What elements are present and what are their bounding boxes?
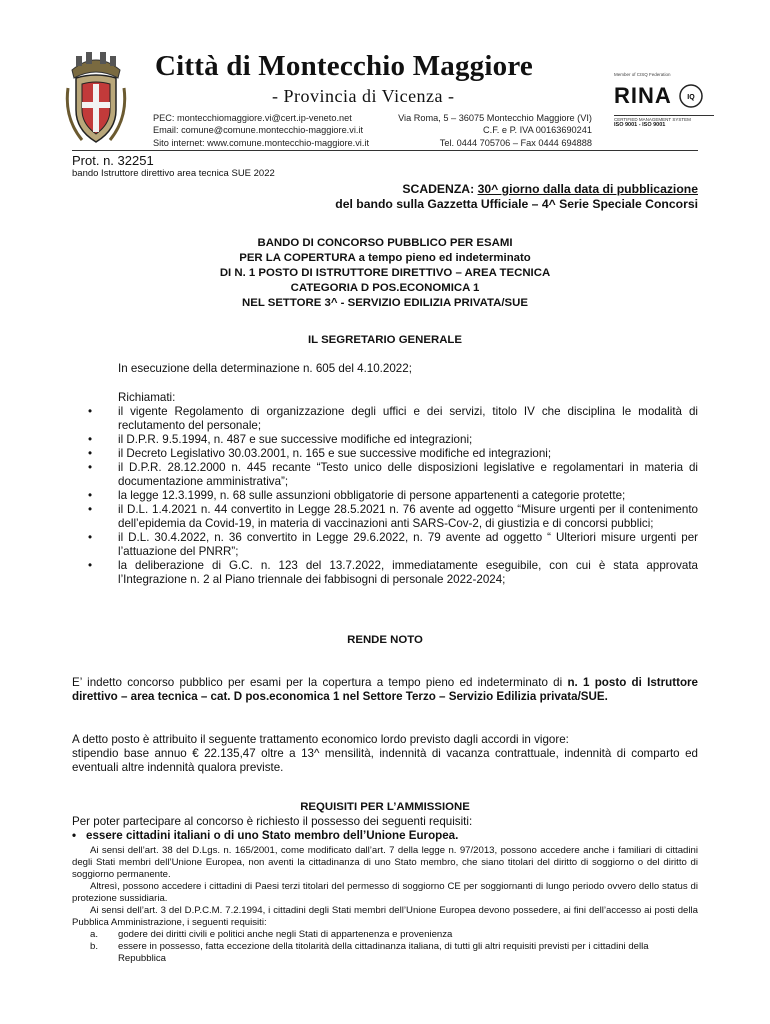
indetto-paragraph (72, 676, 698, 704)
esecuzione-text: In esecuzione della determinazione n. 605 del 4.10.2022; (118, 362, 412, 375)
list-item: • il vigente Regolamento di organizzazione degli uffici e dei servizi, titolo IV che disciplina le modalità di reclutamento del personale; (88, 405, 698, 432)
deadline-line-2: del bando sulla Gazzetta Ufficiale – 4^ Serie Speciale Concorsi (335, 197, 698, 211)
rina-wordmark: RINA (614, 83, 672, 108)
email-line: Email: comune@comune.montecchio-maggiore.vi.it (153, 125, 364, 136)
richiamati-label: Richiamati: (118, 391, 176, 404)
city-title: Città di Montecchio Maggiore (155, 50, 533, 82)
segretario-heading: IL SEGRETARIO GENERALE (307, 334, 462, 346)
indetto-bold-text: n. 1 posto di Istruttore direttivo – area tecnica – cat. D pos.economica 1 nel Settore Terzo – Servizio Edilizia privata/SUE. (72, 676, 698, 703)
richiamati-list (72, 405, 698, 587)
header-divider (72, 150, 698, 151)
phone-line: Tel. 0444 705706 – Fax 0444 694888 (439, 137, 592, 148)
requisiti-heading: REQUISITI PER L’AMMISSIONE (300, 801, 470, 813)
bando-title-line: NEL SETTORE 3^ - SERVIZIO EDILIZIA PRIVATA/SUE (242, 297, 528, 309)
bando-title-line: PER LA COPERTURA a tempo pieno ed indeterminato (239, 252, 531, 264)
list-item: • la deliberazione di G.C. n. 123 del 13.7.2022, immediatamente eseguibile, con cui è stata approvata l’Integrazione n. 2 al Piano triennale dei fabbisogni di personale 2022-2024; (88, 559, 698, 586)
list-item: • la legge 12.3.1999, n. 68 sulle assunzioni obbligatorie di persone appartenenti a categorie protette; (88, 489, 626, 502)
city-crest-logo (62, 48, 130, 148)
deadline-label: SCADENZA: (402, 182, 475, 196)
trattamento-line: A detto posto è attribuito il seguente trattamento economico lordo previsto dagli accordi in vigore: (72, 733, 569, 746)
contact-block-right (398, 112, 592, 149)
list-item: a. godere dei diritti civili e politici anche negli Stati di appartenenza e provenienza (90, 929, 453, 940)
rina-certification-logo (614, 72, 714, 144)
requisiti-first-bullet: • essere cittadini italiani o di uno Stato membro dell’Unione Europea. (72, 829, 459, 842)
cert-caption-1: CERTIFIED MANAGEMENT SYSTEM (614, 115, 714, 122)
list-item: • il D.L. 30.4.2022, n. 36 convertito in Legge 29.6.2022, n. 79 avente ad oggetto “ Ulteriori misure urgenti per l’attuazione del PNRR”; (88, 531, 698, 558)
deadline-line-1: 30^ giorno dalla data di pubblicazione (477, 182, 698, 196)
requisiti-details (72, 845, 698, 965)
bando-title (72, 236, 698, 311)
indetto-text: E’ indetto concorso pubblico per esami per la copertura a tempo pieno ed indeterminato di (72, 676, 568, 689)
list-item: b. essere in possesso, fatta eccezione della titolarità della cittadinanza italiana, di tutti gli altri requisiti previsti per i cittadini della Repubblica (90, 941, 649, 964)
requisiti-paragraph: Ai sensi dell’art. 38 del D.Lgs. n. 165/2001, come modificato dall’art. 7 della legge n. 97/2013, possono accedere anche i familiari di cittadini degli Stati membri dell’Unione Europea, non aventi la cittadinanza di uno Stato membro, che siano titolari del diritto di soggiorno o del diritto di soggiorno permanente. (72, 845, 698, 880)
list-item: • il D.P.R. 9.5.1994, n. 487 e sue successive modifiche ed integrazioni; (88, 433, 473, 446)
rende-noto-heading: RENDE NOTO (347, 634, 423, 646)
cert-top-text: Member of CISQ Federation (614, 72, 671, 77)
province-subtitle: - Provincia di Vicenza - (272, 86, 455, 106)
cert-caption-2: ISO 9001 - ISO 9001 (614, 122, 666, 128)
bando-reference: bando Istruttore direttivo area tecnica SUE 2022 (72, 168, 275, 179)
bando-title-line: BANDO DI CONCORSO PUBBLICO PER ESAMI (257, 237, 513, 249)
trattamento-paragraph (72, 733, 698, 775)
requisiti-intro: Per poter partecipare al concorso è richiesto il possesso dei seguenti requisiti: (72, 815, 473, 828)
list-item: • il D.L. 1.4.2021 n. 44 convertito in Legge 28.5.2021 n. 76 avente ad oggetto “Misure urgenti per il contenimento dell’epidemia da Covid-19, in materia di vaccinazioni anti SARS-Cov-2, di giustizia e di concorsi pubblici; (88, 503, 698, 530)
deadline-block (335, 182, 698, 212)
address-line: Via Roma, 5 – 36075 Montecchio Maggiore (VI) (398, 113, 592, 123)
list-item: • il Decreto Legislativo 30.03.2001, n. 165 e sue successive modifiche ed integrazioni; (88, 447, 552, 460)
contact-block-left (153, 112, 369, 149)
trattamento-line: stipendio base annuo € 22.135,47 oltre a 13^ mensilità, indennità di vacanza contrattuale, indennità di comparto ed eventuali altre indennità qualora previste. (72, 747, 698, 774)
protocol-number: Prot. n. 32251 (72, 153, 154, 168)
requisiti-paragraph: Ai sensi dell’art. 3 del D.P.C.M. 7.2.1994, i cittadini degli Stati membri dell’Unione Europea devono possedere, ai fini dell’accesso ai posti della Pubblica Amministrazione, i seguenti requisiti: (72, 905, 698, 928)
website-line: Sito internet: www.comune.montecchio-maggiore.vi.it (153, 137, 369, 148)
requisiti-paragraph: Altresì, possono accedere i cittadini di Paesi terzi titolari del permesso di soggiorno CE per soggiornanti di lungo periodo ovvero dello status di protezione sussidiaria. (72, 881, 698, 904)
iqnet-circle-icon (678, 83, 704, 109)
bando-title-line: DI N. 1 POSTO DI ISTRUTTORE DIRETTIVO – AREA TECNICA (219, 267, 551, 279)
tax-id-line: C.F. e P. IVA 00163690241 (483, 125, 592, 136)
svg-text:IQ: IQ (687, 94, 695, 101)
bando-title-line: CATEGORIA D POS.ECONOMICA 1 (290, 282, 480, 294)
list-item: • il D.P.R. 28.12.2000 n. 445 recante “Testo unico delle disposizioni legislative e regolamentari in materia di documentazione amministrativa”; (88, 461, 698, 488)
pec-line: PEC: montecchiomaggiore.vi@cert.ip-veneto.net (153, 113, 352, 123)
